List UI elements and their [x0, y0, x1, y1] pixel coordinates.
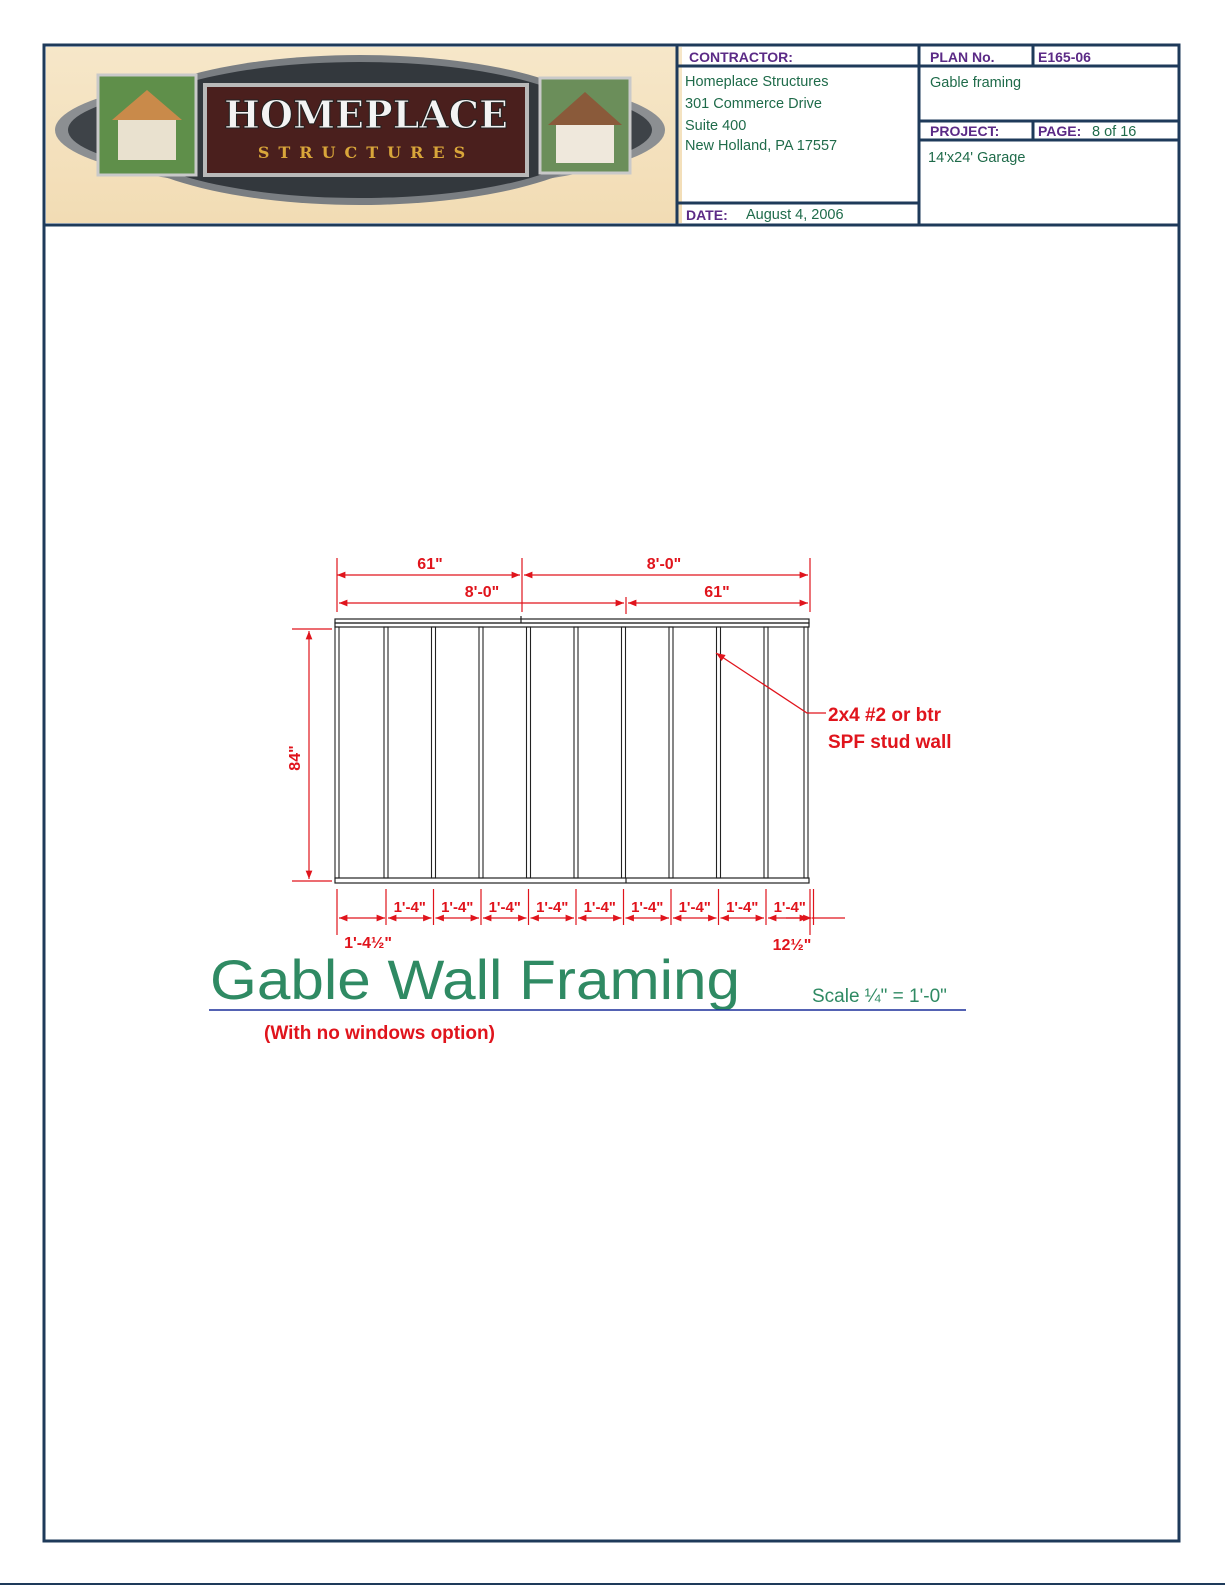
- stud: [622, 627, 626, 878]
- page-label: PAGE:: [1038, 123, 1082, 139]
- top-dim-label: 8'-0": [646, 556, 682, 573]
- stud: [669, 627, 673, 878]
- stud-spacing-label: 1'-4": [441, 899, 474, 916]
- callout-line-2: SPF stud wall: [828, 732, 952, 753]
- contractor-label: CONTRACTOR:: [689, 49, 793, 65]
- stud: [764, 627, 768, 878]
- stud-callout: [716, 653, 826, 713]
- height-dim-label: 84": [287, 745, 304, 771]
- stud: [479, 627, 483, 878]
- top-dimensions: [337, 558, 810, 614]
- stud: [574, 627, 578, 878]
- bottom-plate: [335, 878, 809, 883]
- company-logo: [46, 47, 682, 223]
- sheet-border: [44, 45, 1179, 1541]
- top-dim-label: 8'-0": [464, 584, 500, 601]
- callout-line-1: 2x4 #2 or btr: [828, 705, 941, 726]
- stud-group: [335, 627, 808, 878]
- logo-tagline: STRUCTURES: [257, 143, 475, 162]
- date-label: DATE:: [686, 207, 728, 223]
- plan-description: Gable framing: [930, 75, 1022, 91]
- drawing-scale: Scale ¼" = 1'-0": [812, 986, 947, 1007]
- stud: [527, 627, 531, 878]
- stud-spacing-label: 1'-4": [631, 899, 664, 916]
- stud-spacing-label: 1'-4": [536, 899, 569, 916]
- plan-value: E165-06: [1038, 49, 1091, 65]
- stud-spacing-label: 1'-4": [773, 899, 806, 916]
- top-dim-label: 61": [417, 556, 443, 573]
- stud-spacing-label: 1'-4": [726, 899, 759, 916]
- plan-label: PLAN No.: [930, 49, 995, 65]
- stud-spacing-label: 1'-4": [393, 899, 426, 916]
- top-dim-label: 61": [704, 584, 730, 601]
- stud-spacing-label: 1'-4": [488, 899, 521, 916]
- left-end-dim-label: 1'-4½": [344, 935, 392, 952]
- stud: [384, 627, 388, 878]
- bottom-dimensions: [386, 889, 814, 925]
- wall-elevation: [335, 616, 809, 883]
- second-top-plate: [335, 623, 809, 627]
- page-value: 8 of 16: [1092, 124, 1137, 140]
- drawing-title: Gable Wall Framing: [210, 948, 740, 1011]
- stud: [432, 627, 436, 878]
- stud: [804, 627, 808, 878]
- contractor-line: New Holland, PA 17557: [685, 138, 838, 154]
- date-value: August 4, 2006: [746, 207, 844, 223]
- project-value: 14'x24' Garage: [928, 150, 1026, 166]
- contractor-line: Suite 400: [685, 118, 747, 134]
- contractor-line: 301 Commerce Drive: [685, 96, 822, 112]
- stud: [717, 627, 721, 878]
- drawing-subtitle: (With no windows option): [264, 1023, 495, 1044]
- stud: [335, 627, 339, 878]
- stud-spacing-label: 1'-4": [583, 899, 616, 916]
- stud-spacing-label: 1'-4": [678, 899, 711, 916]
- project-label: PROJECT:: [930, 123, 1000, 139]
- contractor-line: Homeplace Structures: [685, 74, 829, 90]
- logo-brand: HOMEPLACE: [223, 92, 509, 137]
- right-end-dim-label: 12½": [772, 937, 812, 954]
